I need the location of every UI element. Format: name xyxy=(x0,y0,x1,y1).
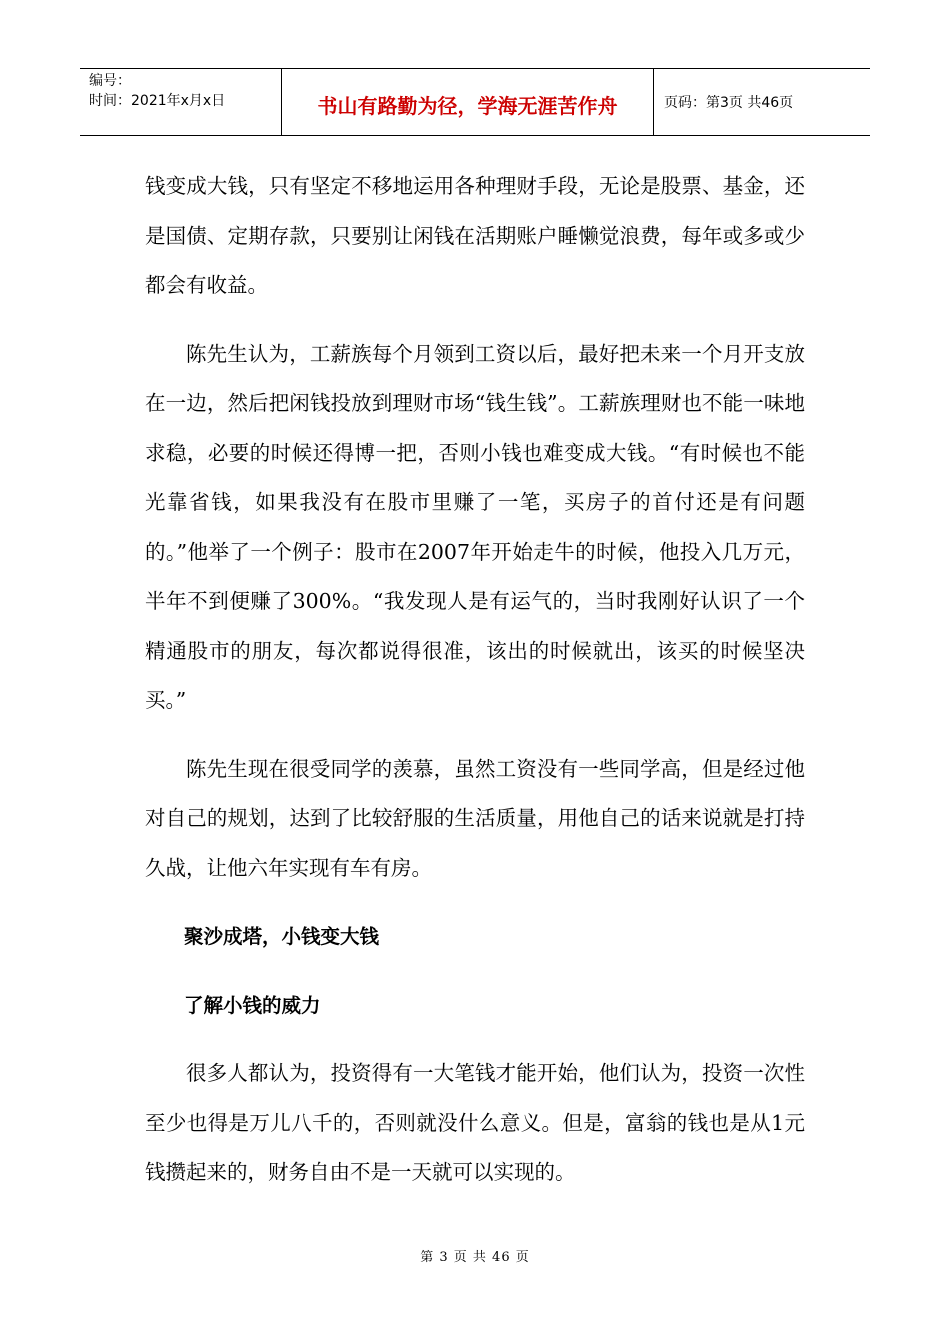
paragraph: 很多人都认为，投资得有一大笔钱才能开始，他们认为，投资一次性至少也得是万儿八千的，否则就没什么意义。但是，富翁的钱也是从1元钱攒起来的，财务自由不是一天就可以实现的。 xyxy=(145,1061,805,1184)
document-body xyxy=(145,162,805,1198)
document-header xyxy=(80,68,870,136)
page-footer: 第 3 页 共 46 页 xyxy=(420,1250,530,1265)
document-number-label: 编号： xyxy=(89,73,131,89)
header-page-label: 页码：第3页 共46页 xyxy=(664,95,794,111)
paragraph: 钱变成大钱，只有坚定不移地运用各种理财手段，无论是股票、基金，还是国债、定期存款，只要别让闲钱在活期账户睡懒觉浪费，每年或多或少都会有收益。 xyxy=(145,174,805,297)
header-motto: 书山有路勤为径，学海无涯苦作舟 xyxy=(282,69,654,135)
paragraph: 陈先生认为，工薪族每个月领到工资以后，最好把未来一个月开支放在一边，然后把闲钱投放到理财市场“钱生钱”。工薪族理财也不能一味地求稳，必要的时候还得博一把，否则小钱也难变成大钱。“有时候也不能光靠省钱，如果我没有在股市里赚了一笔，买房子的首付还是有问题的。”他举了一个例子：股市在2007年开始走牛的时候，他投入几万元，半年不到便赚了300%。“我发现人是有运气的，当时我刚好认识了一个精通股市的朋友，每次都说得很准，该出的时候就出，该买的时候坚决买。” xyxy=(145,341,805,712)
header-meta-cell xyxy=(80,69,282,135)
document-time-label: 时间：2021年x月x日 xyxy=(89,93,226,109)
section-heading: 聚沙成塔，小钱变大钱 xyxy=(184,925,380,948)
section-subheading: 了解小钱的威力 xyxy=(184,993,321,1017)
paragraph: 陈先生现在很受同学的羡慕，虽然工资没有一些同学高，但是经过他对自己的规划，达到了比较舒服的生活质量，用他自己的话来说就是打持久战，让他六年实现有车有房。 xyxy=(145,756,805,880)
